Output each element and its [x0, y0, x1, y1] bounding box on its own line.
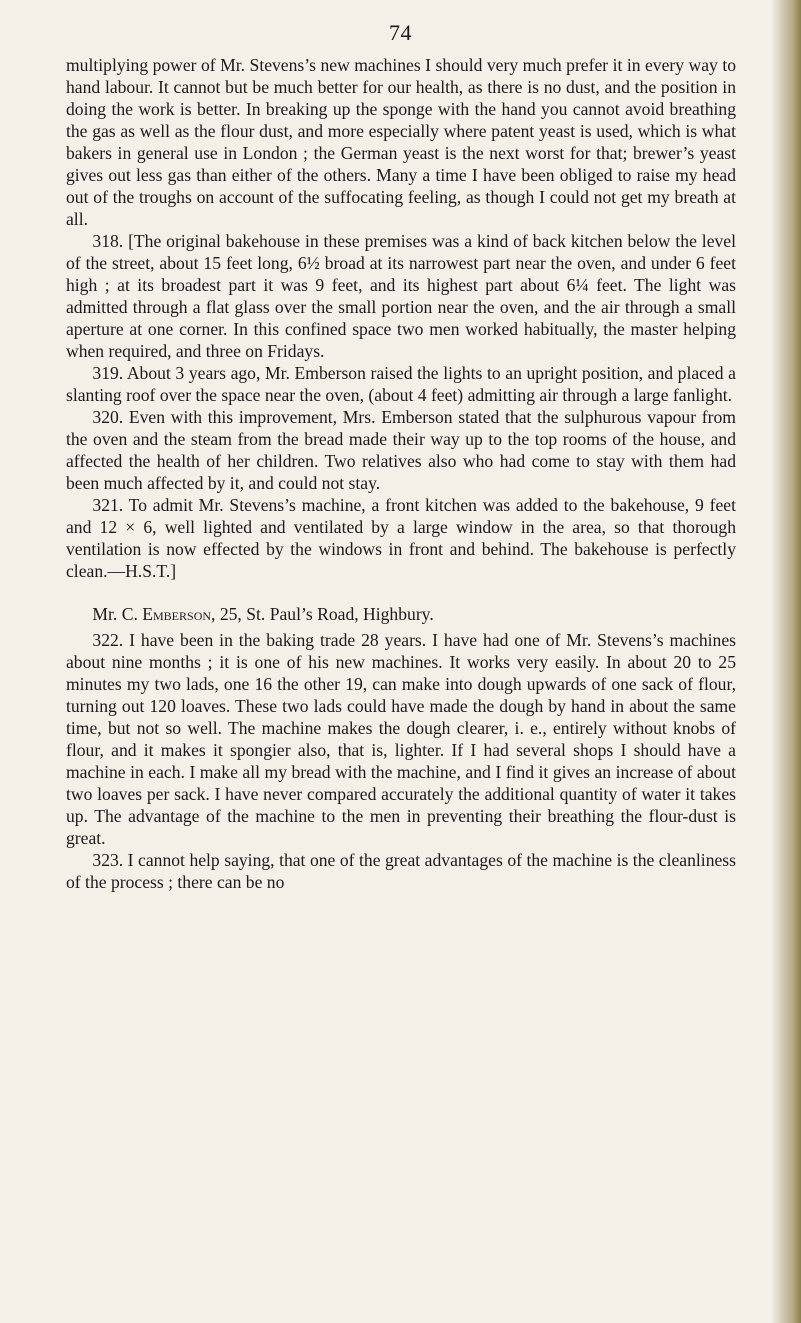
paragraph-320: 320. Even with this improvement, Mrs. Emberson stated that the sulphurous vapour from the oven and the steam from the bread made their way up to the top rooms of the house, and affected the health of her children. Two relatives also who had come to stay with them had been much affected by it, and could not stay. — [66, 407, 736, 493]
byline-prefix: Mr. C. — [92, 604, 143, 624]
paragraph-321: 321. To admit Mr. Stevens’s machine, a front kitchen was added to the bakehouse, 9 feet and 12 × 6, well lighted and ventilated by a large window in the area, so that thorough ventilation is now effected by the windows in front and behind. The bakehouse is perfectly clean.—H.S.T.] — [66, 495, 736, 581]
witness-byline — [66, 603, 736, 625]
byline-address: , 25, St. Paul’s Road, Highbury. — [211, 604, 434, 624]
paragraph-318: 318. [The original bakehouse in these premises was a kind of back kitchen below the level of the street, about 15 feet long, 6½ broad at its narrowest part near the oven, and under 6 feet high ; at its broadest part it was 9 feet, and its highest part about 6¼ feet. The light was admitted through a flat glass over the small portion near the oven, and the air through a small aperture at one corner. In this confined space two men worked habitually, the master helping when required, and three on Fridays. — [66, 231, 736, 361]
page-number: 74 — [389, 20, 412, 45]
paragraph-continued: multiplying power of Mr. Stevens’s new machines I should very much prefer it in every way to hand labour. It cannot but be much better for our health, as there is no dust, and the position in doing the work is better. In breaking up the sponge with the hand you cannot avoid breathing the gas as well as the flour dust, and more especially where patent yeast is used, which is what bakers in general use in London ; the German yeast is the next worst for that; brewer’s yeast gives out less gas than either of the others. Many a time I have been obliged to raise my head out of the troughs on account of the suffocating feeling, as though I could not get my breath at all. — [66, 55, 736, 229]
page-edge-shadow — [771, 0, 801, 1323]
paragraph-319: 319. About 3 years ago, Mr. Emberson raised the lights to an upright position, and placed a slanting roof over the space near the oven, (about 4 feet) admitting air through a large fanlight. — [66, 363, 736, 405]
body-text — [66, 54, 736, 893]
paragraph-322: 322. I have been in the baking trade 28 years. I have had one of Mr. Stevens’s machines about nine months ; it is one of his new machines. It works very easily. In about 20 to 25 minutes my two lads, one 16 the other 19, can make into dough upwards of one sack of flour, turning out 120 loaves. These two lads could have made the dough by hand in about the same time, but not so well. The machine makes the dough clearer, i. e., entirely without knobs of flour, and it makes it spongier also, that is, lighter. If I had several shops I should have a machine in each. I make all my bread with the machine, and I find it gives an increase of about two loaves per sack. I have never compared accurately the additional quantity of water it takes up. The advantage of the machine to the men in preventing their breathing the flour-dust is great. — [66, 630, 736, 848]
byline-name: Emberson — [142, 604, 212, 624]
paragraph-323: 323. I cannot help saying, that one of the great advantages of the machine is the cleanliness of the process ; there can be no — [66, 850, 736, 892]
